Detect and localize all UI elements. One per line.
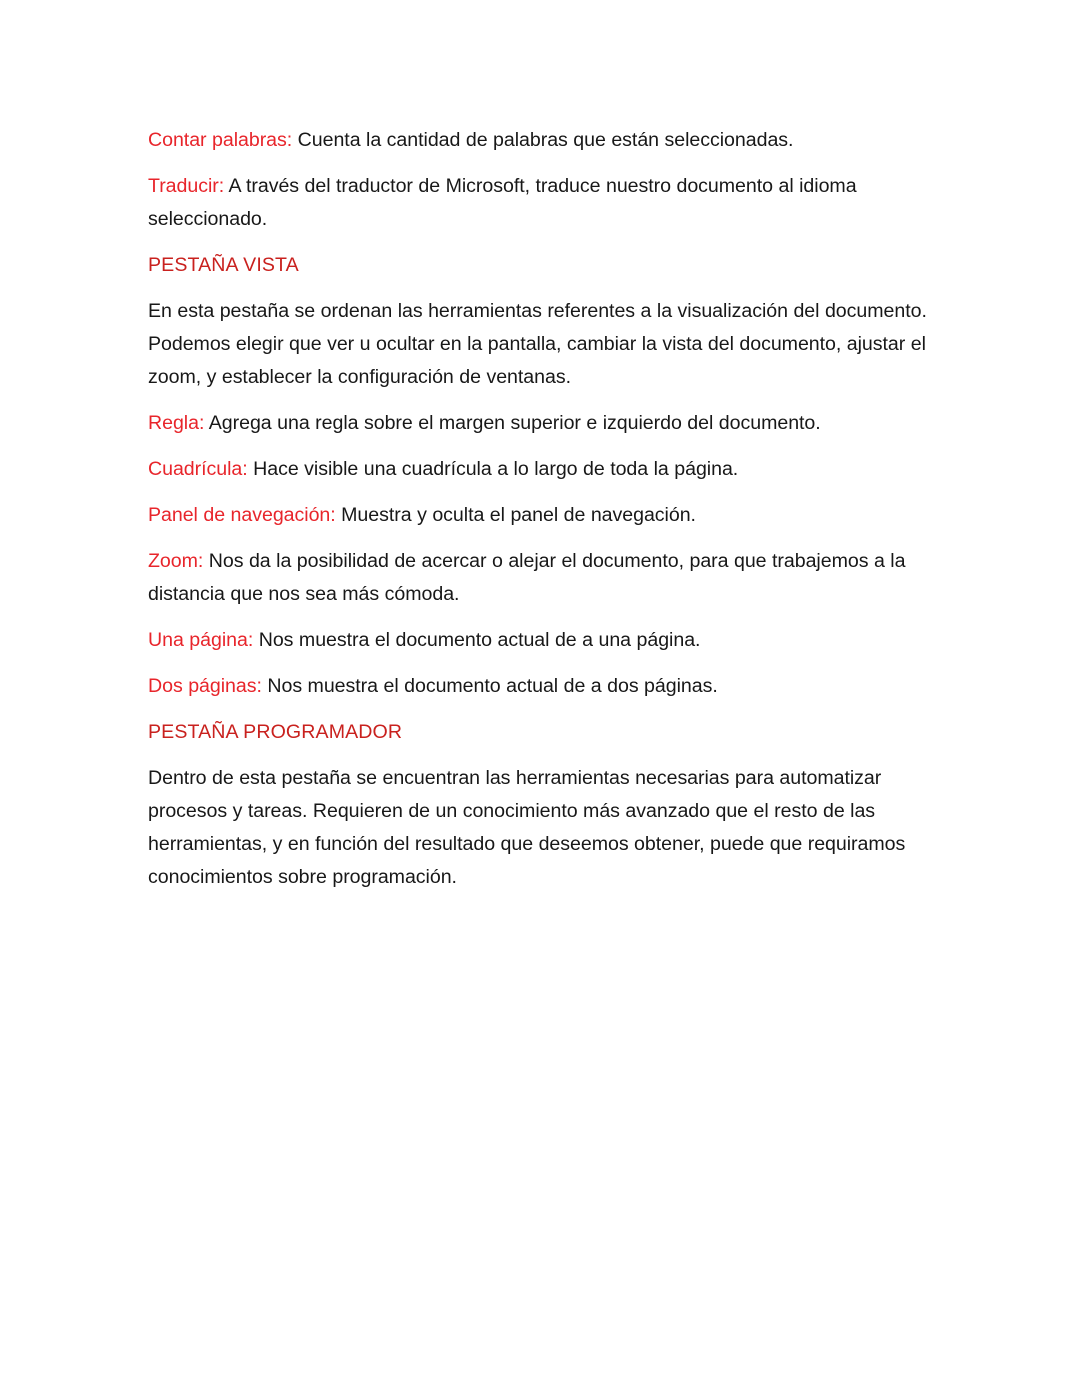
section-heading: PESTAÑA PROGRAMADOR — [148, 721, 403, 743]
definition-term: Una página: — [148, 629, 254, 651]
definition-description: Nos da la posibilidad de acercar o alejar el documento, para que trabajemos a la distancia que nos sea más cómoda. — [148, 550, 906, 605]
definition-description: Agrega una regla sobre el margen superior e izquierdo del documento. — [204, 412, 821, 434]
definition-description: Nos muestra el documento actual de a dos páginas. — [261, 675, 718, 697]
definition-term: Regla: — [148, 412, 205, 434]
definition-term: Cuadrícula: — [148, 458, 248, 480]
definition-description: Nos muestra el documento actual de a una página. — [253, 629, 701, 651]
document-body — [148, 124, 934, 894]
definition-paragraph — [148, 407, 934, 440]
definition-description: Hace visible una cuadrícula a lo largo de toda la página. — [247, 458, 739, 480]
section-heading: PESTAÑA VISTA — [148, 254, 299, 276]
definition-paragraph — [148, 499, 934, 532]
definition-description: A través del traductor de Microsoft, traduce nuestro documento al idioma seleccionado. — [148, 175, 857, 230]
definition-paragraph — [148, 124, 934, 157]
definition-paragraph — [148, 453, 934, 486]
definition-paragraph — [148, 545, 934, 611]
body-paragraph: Dentro de esta pestaña se encuentran las herramientas necesarias para automatizar procesos y tareas. Requieren de un conocimiento más avanzado que el resto de las herramientas, y en función del resultado que deseemos obtener, puede que requiramos conocimientos sobre programación. — [148, 767, 906, 888]
definition-description: Muestra y oculta el panel de navegación. — [335, 504, 696, 526]
definition-term: Dos páginas: — [148, 675, 262, 697]
definition-term: Traducir: — [148, 175, 225, 197]
definition-term: Contar palabras: — [148, 129, 293, 151]
definition-paragraph — [148, 624, 934, 657]
definition-paragraph — [148, 170, 934, 236]
definition-term: Zoom: — [148, 550, 204, 572]
definition-paragraph — [148, 670, 934, 703]
definition-term: Panel de navegación: — [148, 504, 336, 526]
body-paragraph: En esta pestaña se ordenan las herramientas referentes a la visualización del documento. Podemos elegir que ver u ocultar en la pantalla, cambiar la vista del documento, ajustar el zoom, y establecer la configuración de ventanas. — [148, 300, 927, 388]
definition-description: Cuenta la cantidad de palabras que están seleccionadas. — [292, 129, 794, 151]
